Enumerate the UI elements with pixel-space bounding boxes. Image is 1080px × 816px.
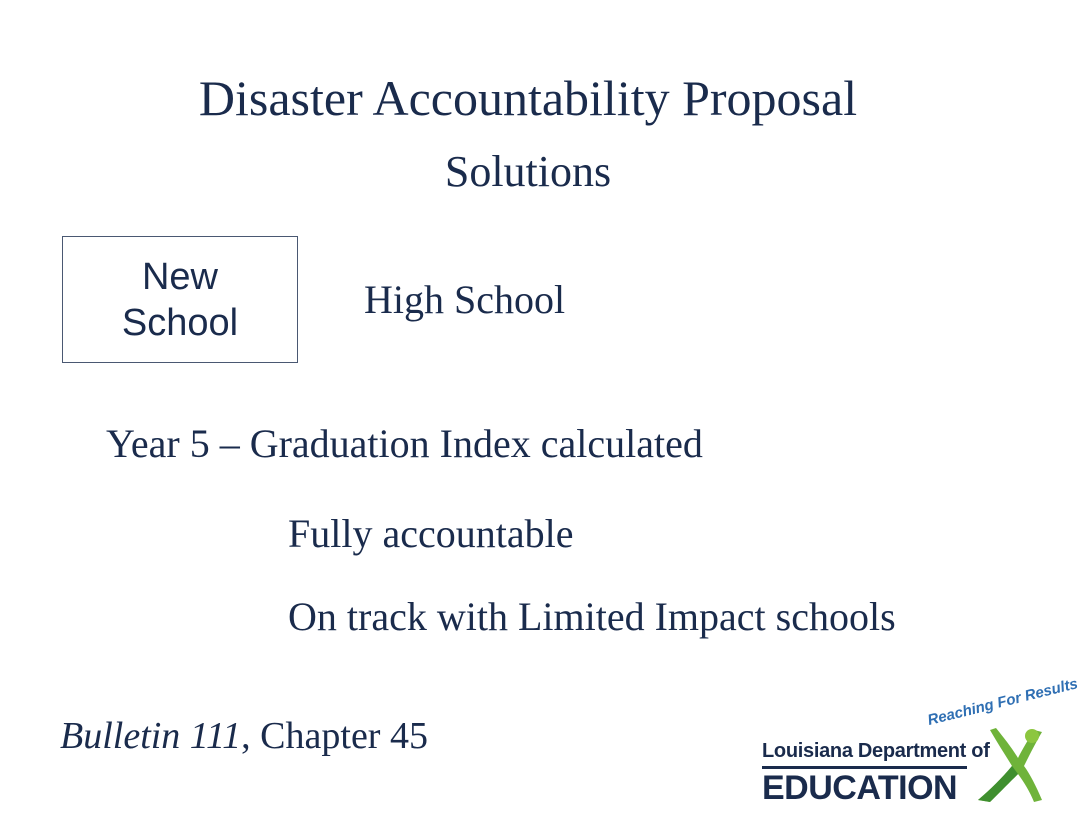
logo-education-text: EDUCATION [762, 769, 958, 807]
citation-bulletin: Bulletin 111 [60, 715, 242, 757]
citation-chapter: , Chapter 45 [241, 715, 428, 757]
body-line-1: Year 5 – Graduation Index calculated [106, 421, 703, 466]
logo-tagline: Reaching For Results [925, 675, 1080, 729]
logo-department-text: Louisiana Department of [762, 740, 990, 762]
badge-line-2: School [121, 301, 239, 344]
new-school-badge [62, 236, 298, 363]
citation [60, 711, 428, 761]
stylized-x-person-icon [972, 724, 1044, 804]
body-line-3: On track with Limited Impact schools [288, 594, 896, 639]
badge-line-1: New [141, 255, 219, 298]
body-line-2: Fully accountable [288, 511, 574, 556]
louisiana-doe-logo [760, 675, 1080, 807]
slide-subtitle: Solutions [444, 147, 612, 196]
slide-title: Disaster Accountability Proposal [198, 70, 858, 126]
school-type-label: High School [364, 277, 566, 322]
